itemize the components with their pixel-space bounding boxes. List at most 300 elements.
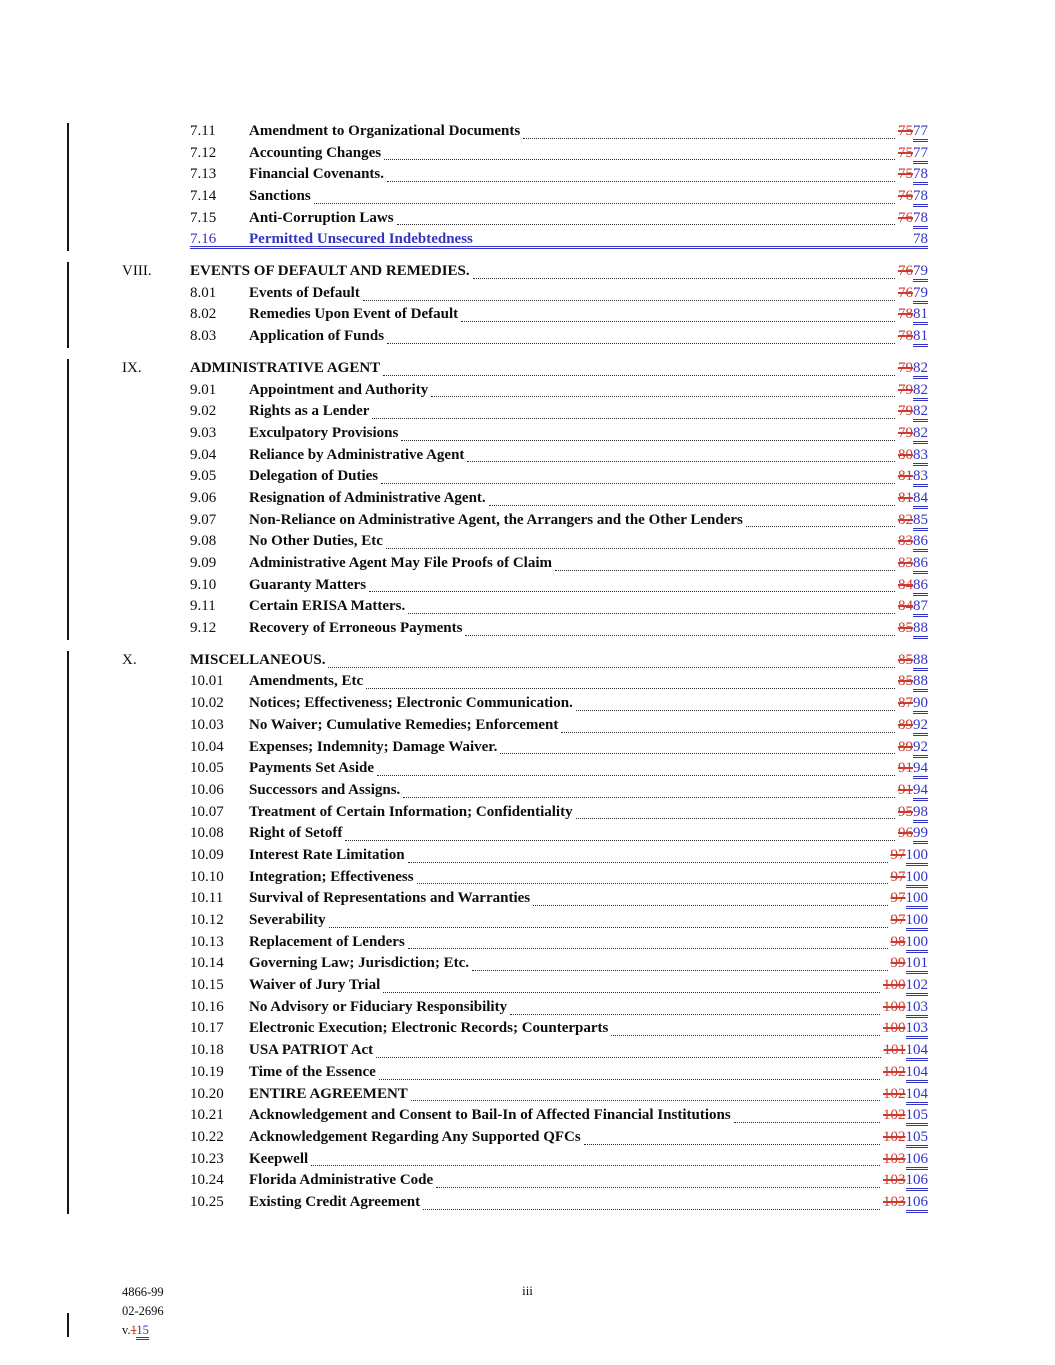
toc-entry-row [122, 380, 928, 402]
toc-entry-row [122, 737, 928, 759]
new-page-number-inserted: 100 [906, 934, 929, 953]
old-page-number-deleted: 103 [883, 1172, 906, 1189]
entry-title: Acknowledgement and Consent to Bail-In of Affected Financial Institutions [249, 1107, 731, 1124]
toc-entry-row [122, 401, 928, 423]
new-page-number-inserted: 100 [906, 869, 929, 888]
old-page-number-deleted: 102 [883, 1107, 906, 1124]
page-numbers [891, 845, 929, 867]
page-numbers [898, 553, 928, 575]
toc-entry-row [122, 466, 928, 488]
toc-entry-row [122, 208, 928, 230]
entry-number: 10.03 [190, 716, 224, 733]
new-page-number-inserted: 92 [913, 739, 928, 758]
page-numbers [898, 531, 928, 553]
old-page-number-deleted: 97 [890, 868, 906, 885]
new-page-number-inserted: 106 [906, 1172, 929, 1191]
page-numbers [898, 208, 928, 230]
entry-title: No Advisory or Fiduciary Responsibility [249, 998, 508, 1015]
toc-entry-row [122, 553, 928, 575]
section-title: ADMINISTRATIVE AGENT [190, 359, 381, 376]
entry-number: 10.10 [190, 868, 224, 885]
entry-title: Exculpatory Provisions [249, 424, 399, 441]
table-of-contents [122, 121, 928, 1214]
old-page-number-deleted: 100 [883, 977, 906, 994]
old-page-number-deleted: 79 [898, 381, 913, 398]
footer-version-deleted: 1 [130, 1323, 137, 1337]
old-page-number-deleted: 87 [898, 695, 913, 712]
page-numbers [898, 466, 928, 488]
old-page-number-deleted: 84 [898, 598, 913, 615]
entry-title: Appointment and Authority [249, 381, 429, 398]
toc-entry-row [122, 143, 928, 165]
entry-number: 9.09 [190, 555, 217, 572]
page-numbers [883, 1084, 928, 1106]
page-numbers [898, 671, 928, 693]
entry-title: Governing Law; Jurisdiction; Etc. [249, 955, 469, 972]
toc-entry-row [122, 423, 928, 445]
section-roman-numeral: IX. [122, 359, 142, 376]
entry-number: 9.06 [190, 489, 217, 506]
new-page-number-inserted: 86 [913, 533, 928, 552]
entry-number: 8.03 [190, 328, 217, 345]
old-page-number-deleted: 97 [890, 912, 906, 929]
page-numbers [913, 229, 928, 251]
page-numbers [883, 1127, 928, 1149]
old-page-number-deleted: 82 [898, 511, 913, 528]
toc-entry-row [122, 1149, 928, 1171]
new-page-number-inserted: 100 [906, 890, 929, 909]
entry-title: Administrative Agent May File Proofs of Claim [249, 555, 553, 572]
old-page-number-deleted: 83 [898, 555, 913, 572]
entry-title: USA PATRIOT Act [249, 1042, 374, 1059]
new-page-number-inserted: 77 [913, 123, 928, 142]
toc-entry-row [122, 186, 928, 208]
page-numbers [898, 423, 928, 445]
old-page-number-deleted: 76 [898, 209, 913, 226]
toc-entry-row [122, 975, 928, 997]
section-roman-numeral: VIII. [122, 263, 152, 280]
old-page-number-deleted: 79 [898, 359, 913, 376]
entry-title: Sanctions [249, 188, 311, 205]
entry-number: 10.24 [190, 1172, 224, 1189]
new-page-number-inserted: 79 [913, 263, 928, 282]
new-page-number-inserted: 77 [913, 145, 928, 164]
entry-number: 10.11 [190, 890, 224, 907]
change-bar [67, 123, 69, 251]
page-numbers [898, 326, 928, 348]
toc-entry-row [122, 953, 928, 975]
toc-entry-row [122, 1062, 928, 1084]
entry-title: Survival of Representations and Warranties [249, 890, 531, 907]
new-page-number-inserted: 106 [906, 1151, 929, 1170]
page-numbers [898, 261, 928, 283]
entry-number: 9.11 [190, 598, 216, 615]
entry-number: 7.16 [190, 231, 217, 248]
toc-entry-row [122, 997, 928, 1019]
entry-title: ENTIRE AGREEMENT [249, 1085, 408, 1102]
entry-number: 8.01 [190, 284, 217, 301]
toc-entry-row [122, 802, 928, 824]
entry-title: Anti-Corruption Laws [249, 209, 394, 226]
entry-number: 9.03 [190, 424, 217, 441]
page-numbers [898, 650, 928, 672]
entry-title: Permitted Unsecured Indebtedness [249, 231, 473, 248]
entry-number: 10.16 [190, 998, 224, 1015]
toc-entry-row [122, 283, 928, 305]
toc-entry-row [122, 575, 928, 597]
toc-entry-row [122, 1084, 928, 1106]
page-numbers [898, 143, 928, 165]
new-page-number-inserted: 88 [913, 620, 928, 639]
page-numbers [898, 283, 928, 305]
page-numbers [898, 445, 928, 467]
entry-title: Delegation of Duties [249, 468, 379, 485]
footer-version-inserted: 15 [136, 1323, 149, 1340]
page-numbers [898, 186, 928, 208]
entry-title: Integration; Effectiveness [249, 868, 414, 885]
new-page-number-inserted: 78 [913, 231, 928, 248]
old-page-number-deleted: 81 [898, 489, 913, 506]
old-page-number-deleted: 95 [898, 803, 913, 820]
entry-title: Events of Default [249, 284, 360, 301]
entry-title: Successors and Assigns. [249, 781, 401, 798]
toc-entry-row [122, 488, 928, 510]
new-page-number-inserted: 105 [906, 1107, 929, 1126]
new-page-number-inserted: 88 [913, 652, 928, 671]
entry-number: 10.20 [190, 1085, 224, 1102]
footer-doc-number-1: 4866-99 [122, 1285, 164, 1299]
new-page-number-inserted: 92 [913, 717, 928, 736]
change-bar [67, 651, 69, 1214]
entry-title: Electronic Execution; Electronic Records; Counterparts [249, 1020, 609, 1037]
entry-title: Amendments, Etc [249, 673, 364, 690]
page-numbers [883, 1018, 928, 1040]
new-page-number-inserted: 90 [913, 695, 928, 714]
entry-number: 10.04 [190, 738, 224, 755]
toc-entry-row [122, 1040, 928, 1062]
page-numbers [898, 802, 928, 824]
new-page-number-inserted: 78 [913, 210, 928, 229]
old-page-number-deleted: 98 [890, 933, 906, 950]
new-page-number-inserted: 79 [913, 285, 928, 304]
new-page-number-inserted: 104 [906, 1086, 929, 1105]
entry-title: Right of Setoff [249, 825, 343, 842]
entry-number: 9.07 [190, 511, 217, 528]
entry-number: 7.11 [190, 122, 216, 139]
new-page-number-inserted: 98 [913, 804, 928, 823]
toc-section-row [122, 358, 928, 380]
old-page-number-deleted: 85 [898, 620, 913, 637]
toc-entry-row [122, 693, 928, 715]
page-numbers [883, 997, 928, 1019]
new-page-number-inserted: 81 [913, 328, 928, 347]
toc-entry-row [122, 672, 928, 694]
entry-title: Application of Funds [249, 328, 385, 345]
new-page-number-inserted: 82 [913, 382, 928, 401]
old-page-number-deleted: 89 [898, 738, 913, 755]
toc-entry-row [122, 823, 928, 845]
page-numbers [898, 304, 928, 326]
new-page-number-inserted: 101 [906, 955, 929, 974]
old-page-number-deleted: 96 [898, 825, 913, 842]
old-page-number-deleted: 91 [898, 781, 913, 798]
entry-number: 7.15 [190, 209, 217, 226]
entry-number: 9.02 [190, 403, 217, 420]
toc-entry-row [122, 531, 928, 553]
old-page-number-deleted: 102 [883, 1085, 906, 1102]
entry-number: 7.13 [190, 166, 217, 183]
old-page-number-deleted: 75 [898, 122, 913, 139]
page-numbers [898, 488, 928, 510]
entry-title: Keepwell [249, 1150, 309, 1167]
new-page-number-inserted: 99 [913, 825, 928, 844]
old-page-number-deleted: 76 [898, 263, 913, 280]
toc-section-row [122, 650, 928, 672]
old-page-number-deleted: 99 [890, 955, 906, 972]
new-page-number-inserted: 82 [913, 360, 928, 379]
toc-entry-row [122, 1127, 928, 1149]
entry-title: Severability [249, 912, 326, 929]
entry-title: No Waiver; Cumulative Remedies; Enforcement [249, 716, 559, 733]
new-page-number-inserted: 83 [913, 468, 928, 487]
entry-number: 10.22 [190, 1128, 224, 1145]
entry-number: 10.25 [190, 1193, 224, 1210]
entry-number: 10.02 [190, 695, 224, 712]
old-page-number-deleted: 103 [883, 1193, 906, 1210]
toc-entry-row [122, 715, 928, 737]
new-page-number-inserted: 82 [913, 403, 928, 422]
old-page-number-deleted: 101 [883, 1042, 906, 1059]
new-page-number-inserted: 104 [906, 1042, 929, 1061]
entry-title: Payments Set Aside [249, 760, 374, 777]
toc-entry-row [122, 618, 928, 640]
page-numbers [884, 1040, 928, 1062]
page-numbers [898, 121, 928, 143]
page-numbers [898, 780, 928, 802]
old-page-number-deleted: 103 [883, 1150, 906, 1167]
toc-entry-row [122, 780, 928, 802]
entry-title: Time of the Essence [249, 1063, 376, 1080]
entry-title: Remedies Upon Event of Default [249, 306, 459, 323]
toc-entry-row [122, 1105, 928, 1127]
new-page-number-inserted: 103 [906, 1020, 929, 1039]
new-page-number-inserted: 94 [913, 782, 928, 801]
new-page-number-inserted: 104 [906, 1064, 929, 1083]
new-page-number-inserted: 100 [906, 912, 929, 931]
old-page-number-deleted: 76 [898, 188, 913, 205]
entry-title: Florida Administrative Code [249, 1172, 434, 1189]
entry-number: 10.23 [190, 1150, 224, 1167]
toc-entry-row [122, 867, 928, 889]
old-page-number-deleted: 100 [883, 998, 906, 1015]
new-page-number-inserted: 81 [913, 306, 928, 325]
change-bar [67, 262, 69, 348]
entry-number: 10.17 [190, 1020, 224, 1037]
toc-entry-row [122, 910, 928, 932]
entry-title: Existing Credit Agreement [249, 1193, 421, 1210]
page-numbers [898, 823, 928, 845]
entry-title: No Other Duties, Etc [249, 533, 383, 550]
page-numbers [883, 1062, 928, 1084]
new-page-number-inserted: 86 [913, 555, 928, 574]
new-page-number-inserted: 94 [913, 760, 928, 779]
entry-number: 9.04 [190, 446, 217, 463]
page-numbers [898, 358, 928, 380]
toc-entry-row [122, 1192, 928, 1214]
old-page-number-deleted: 100 [883, 1020, 906, 1037]
page-numbers [898, 164, 928, 186]
toc-entry-row [122, 932, 928, 954]
page-numbers [883, 1170, 928, 1192]
entry-title: Recovery of Erroneous Payments [249, 620, 463, 637]
entry-number: 8.02 [190, 306, 217, 323]
new-page-number-inserted: 83 [913, 447, 928, 466]
old-page-number-deleted: 80 [898, 446, 913, 463]
page-numbers [883, 1149, 928, 1171]
section-title: EVENTS OF DEFAULT AND REMEDIES. [190, 263, 470, 280]
old-page-number-deleted: 85 [898, 651, 913, 668]
entry-number: 10.09 [190, 846, 224, 863]
toc-section-row [122, 261, 928, 283]
section-title: MISCELLANEOUS. [190, 651, 326, 668]
toc-entry-row [122, 121, 928, 143]
entry-title: Replacement of Lenders [249, 933, 405, 950]
toc-entry-row [122, 510, 928, 532]
page-numbers [883, 975, 928, 997]
entry-number: 10.06 [190, 781, 224, 798]
entry-title: Treatment of Certain Information; Confidentiality [249, 803, 573, 820]
page-numbers [898, 618, 928, 640]
toc-entry-row [122, 1170, 928, 1192]
footer-version [122, 1321, 164, 1340]
old-page-number-deleted: 78 [898, 328, 913, 345]
new-page-number-inserted: 105 [906, 1129, 929, 1148]
toc-entry-row [122, 229, 928, 251]
entry-number: 10.21 [190, 1107, 224, 1124]
old-page-number-deleted: 75 [898, 144, 913, 161]
new-page-number-inserted: 86 [913, 577, 928, 596]
old-page-number-deleted: 83 [898, 533, 913, 550]
entry-number: 10.07 [190, 803, 224, 820]
page-numbers [898, 401, 928, 423]
change-bar [67, 1313, 69, 1337]
entry-title: Financial Covenants. [249, 166, 385, 183]
entry-title: Certain ERISA Matters. [249, 598, 406, 615]
old-page-number-deleted: 97 [890, 890, 906, 907]
new-page-number-inserted: 78 [913, 166, 928, 185]
old-page-number-deleted: 89 [898, 716, 913, 733]
page-numbers [898, 575, 928, 597]
new-page-number-inserted: 82 [913, 425, 928, 444]
entry-title: Amendment to Organizational Documents [249, 122, 521, 139]
old-page-number-deleted: 102 [883, 1128, 906, 1145]
footer-doc-number-2: 02-2696 [122, 1304, 164, 1318]
page-numbers [891, 888, 929, 910]
toc-entry-row [122, 164, 928, 186]
entry-number: 10.05 [190, 760, 224, 777]
old-page-number-deleted: 97 [890, 846, 906, 863]
section-roman-numeral: X. [122, 651, 137, 668]
toc-entry-row [122, 326, 928, 348]
old-page-number-deleted: 91 [898, 760, 913, 777]
entry-number: 9.01 [190, 381, 217, 398]
page-numbers [891, 932, 929, 954]
entry-number: 7.14 [190, 188, 217, 205]
entry-number: 10.12 [190, 912, 224, 929]
entry-number: 7.12 [190, 144, 217, 161]
old-page-number-deleted: 78 [898, 306, 913, 323]
entry-title: Expenses; Indemnity; Damage Waiver. [249, 738, 498, 755]
new-page-number-inserted: 103 [906, 999, 929, 1018]
page-numbers [898, 737, 928, 759]
entry-number: 10.01 [190, 673, 224, 690]
old-page-number-deleted: 84 [898, 576, 913, 593]
old-page-number-deleted: 85 [898, 673, 913, 690]
entry-title: Accounting Changes [249, 144, 382, 161]
entry-title: Notices; Effectiveness; Electronic Communication. [249, 695, 573, 712]
old-page-number-deleted: 79 [898, 424, 913, 441]
change-bar [67, 359, 69, 640]
entry-number: 9.05 [190, 468, 217, 485]
toc-entry-row [122, 1019, 928, 1041]
entry-title: Waiver of Jury Trial [249, 977, 381, 994]
page-numbers [898, 715, 928, 737]
entry-number: 10.18 [190, 1042, 224, 1059]
page-numbers [898, 758, 928, 780]
entry-title: Rights as a Lender [249, 403, 370, 420]
page-number: iii [522, 1283, 533, 1298]
new-page-number-inserted: 88 [913, 673, 928, 692]
page-numbers [891, 867, 929, 889]
new-page-number-inserted: 102 [906, 977, 929, 996]
entry-number: 10.19 [190, 1063, 224, 1080]
old-page-number-deleted: 75 [898, 166, 913, 183]
page-numbers [883, 1192, 928, 1214]
new-page-number-inserted: 100 [906, 847, 929, 866]
toc-entry-row [122, 888, 928, 910]
entry-number: 9.08 [190, 533, 217, 550]
new-page-number-inserted: 106 [906, 1194, 929, 1213]
toc-entry-row [122, 758, 928, 780]
page-numbers [883, 1105, 928, 1127]
page-numbers [898, 510, 928, 532]
page-numbers [898, 693, 928, 715]
entry-title: Guaranty Matters [249, 576, 367, 593]
old-page-number-deleted: 79 [898, 403, 913, 420]
page-numbers [891, 910, 929, 932]
toc-entry-row [122, 596, 928, 618]
old-page-number-deleted: 102 [883, 1063, 906, 1080]
entry-title: Non-Reliance on Administrative Agent, the Arrangers and the Other Lenders [249, 511, 743, 528]
new-page-number-inserted: 85 [913, 512, 928, 531]
toc-entry-row [122, 305, 928, 327]
old-page-number-deleted: 76 [898, 284, 913, 301]
entry-number: 10.13 [190, 933, 224, 950]
old-page-number-deleted: 81 [898, 468, 913, 485]
entry-title: Acknowledgement Regarding Any Supported QFCs [249, 1128, 581, 1145]
entry-title: Reliance by Administrative Agent [249, 446, 465, 463]
entry-number: 10.08 [190, 825, 224, 842]
entry-number: 10.14 [190, 955, 224, 972]
entry-number: 10.15 [190, 977, 224, 994]
page-numbers [891, 953, 929, 975]
page-numbers [898, 380, 928, 402]
footer-version-prefix: v. [122, 1323, 131, 1337]
toc-entry-row [122, 845, 928, 867]
entry-title: Interest Rate Limitation [249, 846, 405, 863]
page-numbers [898, 596, 928, 618]
entry-number: 9.10 [190, 576, 217, 593]
